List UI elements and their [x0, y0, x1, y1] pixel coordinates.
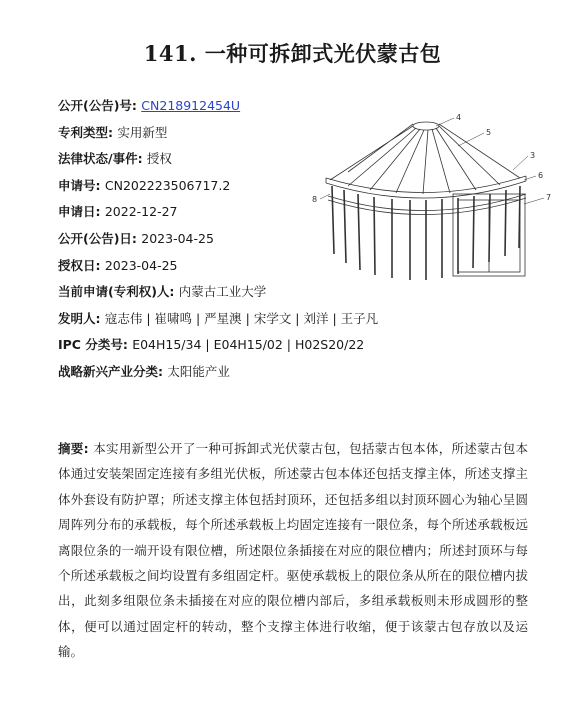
field-value: 实用新型	[117, 124, 168, 140]
field-grant-date	[58, 256, 328, 283]
field-label: IPC 分类号:	[58, 337, 133, 353]
label-8: 8	[312, 195, 318, 204]
abstract-section	[58, 436, 528, 665]
abstract-text: 本实用新型公开了一种可拆卸式光伏蒙古包，包括蒙古包本体，所述蒙古包本体通过安装架固定连接有多组光伏板，所述蒙古包本体还包括支撑主体，所述支撑主体外套设有防护罩；所述支撑主体包括封顶环，还包括多组以封顶环圆心为轴心呈圆周阵列分布的承载板，每个所述承载板上均固定连接有一限位条，每个所述承载板远离限位条的一端开设有限位槽，所述限位条插接在对应的限位槽内；所述封顶环与每个所述承载板之间均设置有多组固定杆。驱使承载板上的限位条从所在的限位槽内拔出，此刻多组限位条未插接在对应的限位槽内部后，多组承载板则未形成圆形的整体，便可以通过固定杆的转动，整个支撑主体进行收缩，便于该蒙古包存放以及运输。	[58, 441, 528, 660]
field-value: 2022-12-27	[104, 204, 178, 220]
field-assignee	[58, 282, 328, 309]
field-label: 当前申请(专利权)人:	[58, 284, 179, 300]
field-patent-type	[58, 123, 328, 150]
field-label: 专利类型:	[58, 124, 118, 140]
field-label: 法律状态/事件:	[58, 151, 147, 167]
field-label: 公开(公告)号:	[58, 98, 142, 113]
callout-labels	[312, 113, 551, 204]
field-label: 发明人:	[58, 310, 105, 326]
field-app-no	[58, 176, 328, 203]
field-pub-no	[58, 96, 328, 123]
field-value: E04H15/34 | E04H15/02 | H02S20/22	[132, 337, 365, 353]
patent-drawing	[308, 108, 558, 286]
field-value: 太阳能产业	[167, 363, 230, 379]
field-legal-status	[58, 149, 328, 176]
field-industry	[58, 362, 328, 389]
label-5: 5	[486, 128, 492, 137]
field-label: 申请日:	[58, 204, 105, 220]
field-value: 寇志伟 | 崔啸鸣 | 严星澳 | 宋学文 | 刘洋 | 王子凡	[104, 310, 379, 326]
field-value: 内蒙古工业大学	[178, 284, 267, 300]
field-app-date	[58, 202, 328, 229]
field-inventors	[58, 309, 379, 336]
patent-metadata	[58, 96, 379, 389]
field-label: 公开(公告)日:	[58, 230, 142, 246]
pub-no-link[interactable]: CN218912454U	[141, 98, 241, 113]
label-6: 6	[538, 171, 544, 180]
field-label: 申请号:	[58, 177, 105, 193]
roof-ribs	[330, 124, 520, 194]
page-title: 141. 一种可拆卸式光伏蒙古包	[143, 41, 442, 66]
field-value: 2023-04-25	[141, 230, 214, 246]
field-value: CN202223506717.2	[104, 177, 231, 193]
label-7: 7	[546, 193, 552, 202]
label-3: 3	[530, 151, 536, 160]
field-ipc	[58, 335, 365, 362]
field-pub-date	[58, 229, 328, 256]
door-frame	[453, 194, 525, 276]
field-value: 授权	[146, 151, 172, 167]
label-4: 4	[456, 113, 462, 122]
abstract-label: 摘要:	[58, 441, 94, 456]
field-label: 授权日:	[58, 257, 105, 273]
field-value: 2023-04-25	[104, 257, 178, 273]
field-label: 战略新兴产业分类:	[58, 363, 168, 379]
yurt-drawing-svg	[308, 108, 558, 286]
callout-lines	[320, 118, 544, 204]
